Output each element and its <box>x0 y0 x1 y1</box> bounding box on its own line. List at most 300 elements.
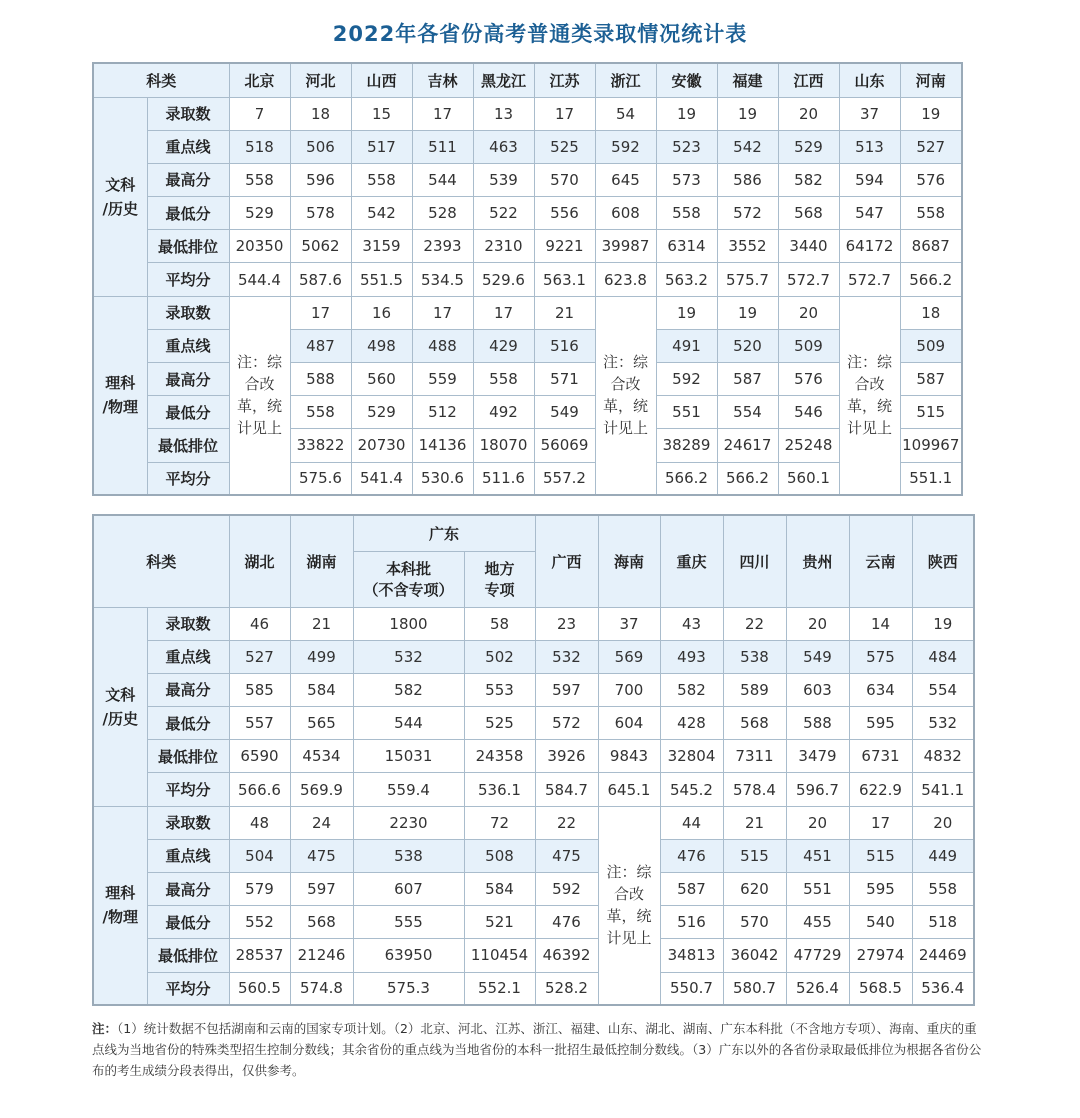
data-cell: 451 <box>786 839 849 872</box>
row-label: 录取数 <box>147 296 229 329</box>
data-cell: 575.7 <box>717 263 778 296</box>
data-cell: 587 <box>717 363 778 396</box>
row-label: 录取数 <box>147 607 229 640</box>
data-cell: 572 <box>717 197 778 230</box>
data-cell: 569.9 <box>290 773 353 806</box>
province-header: 江苏 <box>534 63 595 97</box>
data-cell: 596 <box>290 163 351 196</box>
reform-note <box>595 296 656 495</box>
row-label: 最高分 <box>147 163 229 196</box>
page-title: 2022年各省份高考普通类录取情况统计表 <box>332 22 748 46</box>
data-cell: 511.6 <box>473 462 534 495</box>
data-cell: 33822 <box>290 429 351 462</box>
reform-note-line: 注：综 <box>606 863 652 882</box>
data-cell: 18 <box>290 97 351 130</box>
data-cell: 558 <box>351 163 412 196</box>
data-cell: 509 <box>900 329 962 362</box>
data-cell: 532 <box>353 640 464 673</box>
data-cell: 530.6 <box>412 462 473 495</box>
subject-header: 科类 <box>93 515 229 607</box>
data-cell: 558 <box>290 396 351 429</box>
data-cell: 546 <box>778 396 839 429</box>
row-label: 重点线 <box>147 130 229 163</box>
province-header: 江西 <box>778 63 839 97</box>
guangdong-sub-label: 地方 <box>484 560 515 578</box>
table-row <box>93 462 962 495</box>
data-cell: 515 <box>900 396 962 429</box>
data-cell: 24358 <box>464 740 535 773</box>
table-row <box>93 607 974 640</box>
data-cell: 46392 <box>535 939 598 972</box>
data-cell: 3926 <box>535 740 598 773</box>
data-cell: 487 <box>290 329 351 362</box>
data-cell: 563.2 <box>656 263 717 296</box>
row-label: 最低排位 <box>147 740 229 773</box>
data-cell: 580.7 <box>723 972 786 1005</box>
data-cell: 24 <box>290 806 353 839</box>
data-cell: 508 <box>464 839 535 872</box>
data-cell: 527 <box>900 130 962 163</box>
data-cell: 555 <box>353 906 464 939</box>
data-cell: 595 <box>849 707 912 740</box>
group-label-wen <box>93 97 147 296</box>
data-cell: 511 <box>412 130 473 163</box>
reform-note-line: 注：综 <box>846 353 892 372</box>
row-label: 重点线 <box>147 329 229 362</box>
footnote <box>92 1018 982 1081</box>
data-cell: 6590 <box>229 740 290 773</box>
data-cell: 560.1 <box>778 462 839 495</box>
data-cell: 28537 <box>229 939 290 972</box>
data-cell: 572.7 <box>839 263 900 296</box>
province-header: 福建 <box>717 63 778 97</box>
data-cell: 37 <box>839 97 900 130</box>
data-cell: 3440 <box>778 230 839 263</box>
data-cell: 19 <box>912 607 974 640</box>
data-cell: 455 <box>786 906 849 939</box>
data-cell: 488 <box>412 329 473 362</box>
data-cell: 516 <box>534 329 595 362</box>
table-row <box>93 839 974 872</box>
data-cell: 19 <box>717 97 778 130</box>
data-cell: 37 <box>598 607 660 640</box>
data-cell: 587 <box>900 363 962 396</box>
data-cell: 558 <box>900 197 962 230</box>
data-cell: 43 <box>660 607 723 640</box>
reform-note <box>598 806 660 1005</box>
data-cell: 46 <box>229 607 290 640</box>
data-cell: 558 <box>229 163 290 196</box>
data-cell: 492 <box>473 396 534 429</box>
data-cell: 36042 <box>723 939 786 972</box>
data-cell: 584.7 <box>535 773 598 806</box>
table-header-row <box>93 515 974 551</box>
data-cell: 551.1 <box>900 462 962 495</box>
data-cell: 475 <box>535 839 598 872</box>
row-label: 最低分 <box>147 906 229 939</box>
data-cell: 475 <box>290 839 353 872</box>
data-cell: 622.9 <box>849 773 912 806</box>
data-cell: 6314 <box>656 230 717 263</box>
data-cell: 25248 <box>778 429 839 462</box>
table-row <box>93 972 974 1005</box>
province-header: 黑龙江 <box>473 63 534 97</box>
reform-note-line: 计见上 <box>602 419 648 438</box>
data-cell: 559.4 <box>353 773 464 806</box>
data-cell: 529 <box>351 396 412 429</box>
province-header: 吉林 <box>412 63 473 97</box>
group-label-li <box>93 296 147 495</box>
data-cell: 517 <box>351 130 412 163</box>
data-cell: 7 <box>229 97 290 130</box>
data-cell: 1800 <box>353 607 464 640</box>
data-cell: 20 <box>778 97 839 130</box>
data-cell: 463 <box>473 130 534 163</box>
row-label: 最低排位 <box>147 230 229 263</box>
data-cell: 506 <box>290 130 351 163</box>
data-cell: 21246 <box>290 939 353 972</box>
data-cell: 592 <box>535 873 598 906</box>
reform-note-line: 合改 <box>244 375 275 394</box>
reform-note <box>229 296 290 495</box>
data-cell: 579 <box>229 873 290 906</box>
data-cell: 72 <box>464 806 535 839</box>
data-cell: 15 <box>351 97 412 130</box>
data-cell: 536.4 <box>912 972 974 1005</box>
group-label-line: 理科 <box>105 884 136 903</box>
data-cell: 16 <box>351 296 412 329</box>
data-cell: 623.8 <box>595 263 656 296</box>
data-cell: 645.1 <box>598 773 660 806</box>
data-cell: 558 <box>656 197 717 230</box>
group-label-line: /物理 <box>102 398 138 417</box>
reform-note-line: 注：综 <box>602 353 648 372</box>
group-label-li <box>93 806 147 1005</box>
data-cell: 552 <box>229 906 290 939</box>
data-cell: 568 <box>778 197 839 230</box>
guangdong-sub-label: 专项 <box>484 581 515 599</box>
data-cell: 542 <box>351 197 412 230</box>
admission-table-2 <box>92 514 975 1006</box>
data-cell: 532 <box>535 640 598 673</box>
province-header: 陕西 <box>912 515 974 607</box>
row-label: 平均分 <box>147 773 229 806</box>
data-cell: 558 <box>473 363 534 396</box>
data-cell: 7311 <box>723 740 786 773</box>
table-row <box>93 296 962 329</box>
province-header-guangdong: 广东 <box>353 515 535 551</box>
table-row <box>93 163 962 196</box>
data-cell: 48 <box>229 806 290 839</box>
data-cell: 582 <box>660 673 723 706</box>
data-cell: 540 <box>849 906 912 939</box>
data-cell: 575.3 <box>353 972 464 1005</box>
province-header: 河南 <box>900 63 962 97</box>
data-cell: 584 <box>290 673 353 706</box>
data-cell: 541.1 <box>912 773 974 806</box>
data-cell: 17 <box>849 806 912 839</box>
guangdong-sub-header <box>353 551 464 607</box>
data-cell: 557 <box>229 707 290 740</box>
data-cell: 6731 <box>849 740 912 773</box>
data-cell: 570 <box>534 163 595 196</box>
province-header: 山西 <box>351 63 412 97</box>
data-cell: 608 <box>595 197 656 230</box>
data-cell: 58 <box>464 607 535 640</box>
row-label: 最低分 <box>147 197 229 230</box>
data-cell: 565 <box>290 707 353 740</box>
data-cell: 528.2 <box>535 972 598 1005</box>
data-cell: 498 <box>351 329 412 362</box>
data-cell: 20350 <box>229 230 290 263</box>
data-cell: 594 <box>839 163 900 196</box>
subject-header: 科类 <box>93 63 229 97</box>
province-header: 河北 <box>290 63 351 97</box>
data-cell: 596.7 <box>786 773 849 806</box>
row-label: 最低排位 <box>147 429 229 462</box>
data-cell: 18070 <box>473 429 534 462</box>
group-label-line: 理科 <box>105 374 136 393</box>
data-cell: 20 <box>786 607 849 640</box>
province-header: 四川 <box>723 515 786 607</box>
data-cell: 528 <box>412 197 473 230</box>
row-label: 平均分 <box>147 462 229 495</box>
table-row <box>93 939 974 972</box>
reform-note-line: 革，统 <box>846 397 892 416</box>
data-cell: 588 <box>786 707 849 740</box>
data-cell: 54 <box>595 97 656 130</box>
data-cell: 556 <box>534 197 595 230</box>
table-row <box>93 773 974 806</box>
data-cell: 2393 <box>412 230 473 263</box>
reform-note-line: 计见上 <box>846 419 892 438</box>
data-cell: 27974 <box>849 939 912 972</box>
province-header: 湖北 <box>229 515 290 607</box>
data-cell: 522 <box>473 197 534 230</box>
data-cell: 529 <box>229 197 290 230</box>
reform-note-line: 合改 <box>613 885 644 904</box>
data-cell: 515 <box>723 839 786 872</box>
data-cell: 534.5 <box>412 263 473 296</box>
data-cell: 109967 <box>900 429 962 462</box>
table-row <box>93 906 974 939</box>
data-cell: 552.1 <box>464 972 535 1005</box>
data-cell: 551.5 <box>351 263 412 296</box>
data-cell: 587.6 <box>290 263 351 296</box>
admission-table-1 <box>92 62 963 496</box>
data-cell: 14 <box>849 607 912 640</box>
table-row <box>93 396 962 429</box>
data-cell: 17 <box>412 97 473 130</box>
data-cell: 484 <box>912 640 974 673</box>
data-cell: 597 <box>290 873 353 906</box>
data-cell: 595 <box>849 873 912 906</box>
data-cell: 22 <box>535 806 598 839</box>
data-cell: 566.2 <box>656 462 717 495</box>
data-cell: 17 <box>412 296 473 329</box>
data-cell: 554 <box>912 673 974 706</box>
data-cell: 578.4 <box>723 773 786 806</box>
reform-note-line: 革，统 <box>606 907 652 926</box>
group-label-line: 文科 <box>105 175 136 194</box>
province-header: 山东 <box>839 63 900 97</box>
row-label: 最高分 <box>147 673 229 706</box>
data-cell: 569 <box>598 640 660 673</box>
data-cell: 518 <box>229 130 290 163</box>
data-cell: 578 <box>290 197 351 230</box>
data-cell: 542 <box>717 130 778 163</box>
row-label: 重点线 <box>147 839 229 872</box>
data-cell: 491 <box>656 329 717 362</box>
data-cell: 23 <box>535 607 598 640</box>
data-cell: 21 <box>290 607 353 640</box>
data-cell: 566.2 <box>900 263 962 296</box>
data-cell: 597 <box>535 673 598 706</box>
data-cell: 19 <box>717 296 778 329</box>
data-cell: 550.7 <box>660 972 723 1005</box>
data-cell: 584 <box>464 873 535 906</box>
data-cell: 554 <box>717 396 778 429</box>
table-row <box>93 873 974 906</box>
row-label: 最低分 <box>147 707 229 740</box>
data-cell: 568.5 <box>849 972 912 1005</box>
data-cell: 24617 <box>717 429 778 462</box>
data-cell: 572 <box>535 707 598 740</box>
row-label: 最高分 <box>147 873 229 906</box>
data-cell: 603 <box>786 673 849 706</box>
data-cell: 14136 <box>412 429 473 462</box>
table-header-row <box>93 63 962 97</box>
data-cell: 13 <box>473 97 534 130</box>
province-header: 贵州 <box>786 515 849 607</box>
data-cell: 47729 <box>786 939 849 972</box>
data-cell: 575.6 <box>290 462 351 495</box>
data-cell: 476 <box>535 906 598 939</box>
data-cell: 538 <box>353 839 464 872</box>
guangdong-sub-label: 本科批 <box>385 560 431 578</box>
group-label-line: /历史 <box>102 199 138 218</box>
data-cell: 700 <box>598 673 660 706</box>
footnote-text: （1）统计数据不包括湖南和云南的国家专项计划。（2）北京、河北、江苏、浙江、福建、山东、湖北、湖南、广东本科批（不含地方专项）、海南、重庆的重点线为当地省份的特殊类型招生控制分数线；其余省份的重点线为当地省份的本科一批招生最低控制分数线。（3）广东以外的各省份录取最低排位为根据各省份公布的考生成绩分段表得出，仅供参考。 <box>92 1021 982 1078</box>
reform-note-line: 革，统 <box>236 397 282 416</box>
data-cell: 573 <box>656 163 717 196</box>
data-cell: 18 <box>900 296 962 329</box>
data-cell: 15031 <box>353 740 464 773</box>
table-row <box>93 263 962 296</box>
guangdong-sub-label: （不含专项） <box>363 581 454 599</box>
reform-note-line: 合改 <box>854 375 885 394</box>
data-cell: 544 <box>412 163 473 196</box>
data-cell: 529.6 <box>473 263 534 296</box>
data-cell: 572.7 <box>778 263 839 296</box>
row-label: 最高分 <box>147 363 229 396</box>
province-header: 北京 <box>229 63 290 97</box>
province-header: 广西 <box>535 515 598 607</box>
data-cell: 568 <box>290 906 353 939</box>
data-cell: 634 <box>849 673 912 706</box>
data-cell: 557.2 <box>534 462 595 495</box>
reform-note-line: 计见上 <box>606 929 652 948</box>
data-cell: 20 <box>912 806 974 839</box>
data-cell: 570 <box>723 906 786 939</box>
data-cell: 544 <box>353 707 464 740</box>
data-cell: 563.1 <box>534 263 595 296</box>
data-cell: 38289 <box>656 429 717 462</box>
data-cell: 549 <box>534 396 595 429</box>
group-label-line: 文科 <box>105 685 136 704</box>
province-header: 海南 <box>598 515 660 607</box>
table-row <box>93 97 962 130</box>
data-cell: 576 <box>900 163 962 196</box>
data-cell: 559 <box>412 363 473 396</box>
table-row <box>93 197 962 230</box>
data-cell: 526.4 <box>786 972 849 1005</box>
province-header: 重庆 <box>660 515 723 607</box>
data-cell: 4534 <box>290 740 353 773</box>
data-cell: 586 <box>717 163 778 196</box>
group-label-line: /物理 <box>102 908 138 927</box>
data-cell: 585 <box>229 673 290 706</box>
guangdong-sub-header <box>464 551 535 607</box>
data-cell: 9221 <box>534 230 595 263</box>
data-cell: 17 <box>534 97 595 130</box>
data-cell: 512 <box>412 396 473 429</box>
data-cell: 63950 <box>353 939 464 972</box>
data-cell: 17 <box>473 296 534 329</box>
data-cell: 568 <box>723 707 786 740</box>
data-cell: 24469 <box>912 939 974 972</box>
data-cell: 525 <box>464 707 535 740</box>
reform-note-line: 合改 <box>610 375 641 394</box>
data-cell: 523 <box>656 130 717 163</box>
data-cell: 516 <box>660 906 723 939</box>
data-cell: 513 <box>839 130 900 163</box>
footnote-prefix: 注： <box>92 1021 118 1036</box>
data-cell: 538 <box>723 640 786 673</box>
data-cell: 429 <box>473 329 534 362</box>
row-label: 平均分 <box>147 972 229 1005</box>
data-cell: 560 <box>351 363 412 396</box>
data-cell: 620 <box>723 873 786 906</box>
data-cell: 493 <box>660 640 723 673</box>
table-row <box>93 230 962 263</box>
data-cell: 541.4 <box>351 462 412 495</box>
data-cell: 44 <box>660 806 723 839</box>
province-header: 安徽 <box>656 63 717 97</box>
data-cell: 582 <box>778 163 839 196</box>
data-cell: 20 <box>778 296 839 329</box>
table-row <box>93 806 974 839</box>
reform-note-line: 革，统 <box>602 397 648 416</box>
data-cell: 515 <box>849 839 912 872</box>
data-cell: 21 <box>723 806 786 839</box>
data-cell: 504 <box>229 839 290 872</box>
data-cell: 592 <box>656 363 717 396</box>
data-cell: 545.2 <box>660 773 723 806</box>
data-cell: 19 <box>656 296 717 329</box>
data-cell: 589 <box>723 673 786 706</box>
data-cell: 17 <box>290 296 351 329</box>
data-cell: 5062 <box>290 230 351 263</box>
data-cell: 428 <box>660 707 723 740</box>
table-row <box>93 329 962 362</box>
group-label-wen <box>93 607 147 806</box>
data-cell: 19 <box>900 97 962 130</box>
data-cell: 32804 <box>660 740 723 773</box>
data-cell: 574.8 <box>290 972 353 1005</box>
data-cell: 527 <box>229 640 290 673</box>
data-cell: 4832 <box>912 740 974 773</box>
